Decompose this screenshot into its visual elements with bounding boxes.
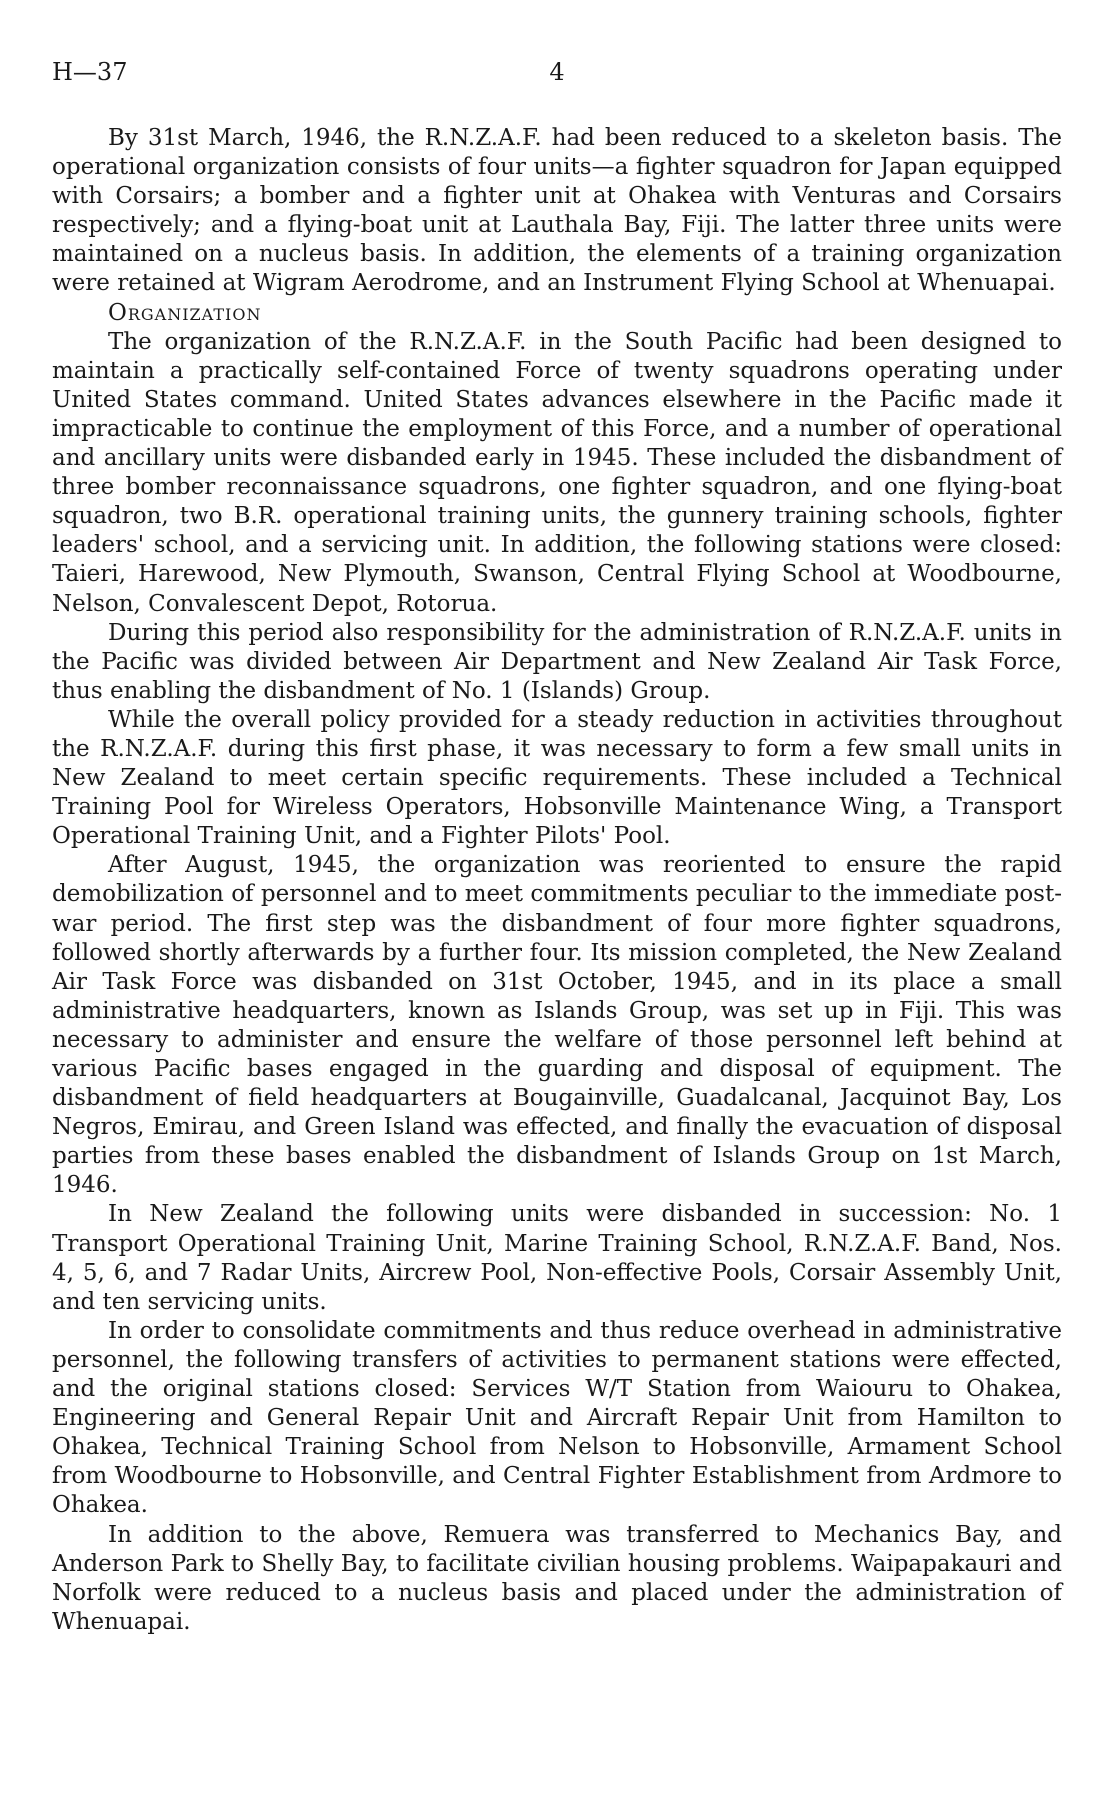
page-header (52, 58, 1062, 98)
paragraph: In addition to the above, Remuera was transferred to Mechanics Bay, and Anderson Park to Shelly Bay, to facilitate civilian housing problems. Waipapakauri and Norfolk were reduced to a nucleus basis and placed under the administration of Whenuapai. (52, 1521, 1062, 1635)
paragraph: The organization of the R.N.Z.A.F. in the South Pacific had been designed to maintain a practically self-contained Force of twenty squadrons operating under United States command. United States advances elsewhere in the Pacific made it impracticable to continue the employment of this Force, and a number of operational and ancillary units were disbanded early in 1945. These included the disbandment of three bomber reconnaissance squadrons, one fighter squadron, and one flying-boat squadron, two B.R. operational training units, the gunnery training schools, fighter leaders' school, and a servicing unit. In addition, the following stations were closed: Taieri, Harewood, New Plymouth, Swanson, Central Flying School at Woodbourne, Nelson, Convalescent Depot, Rotorua. (52, 328, 1062, 617)
page-number: 4 (549, 58, 565, 86)
paragraph: After August, 1945, the organization was reoriented to ensure the rapid demobilization of personnel and to meet commitments peculiar to the immediate post-war period. The first step was the disbandment of four more fighter squadrons, followed shortly afterwards by a further four. Its mission completed, the New Zealand Air Task Force was disbanded on 31st October, 1945, and in its place a small administrative headquarters, known as Islands Group, was set up in Fiji. This was necessary to administer and ensure the welfare of those personnel left behind at various Pacific bases engaged in the guarding and disposal of equipment. The disbandment of field headquarters at Bougainville, Guadalcanal, Jacquinot Bay, Los Negros, Emirau, and Green Island was effected, and finally the evacuation of disposal parties from these bases enabled the disbandment of Islands Group on 1st March, 1946. (52, 852, 1062, 1199)
body-text (52, 124, 1062, 1637)
document-page (52, 58, 1062, 1637)
paragraph: In New Zealand the following units were disbanded in succession: No. 1 Transport Operational Training Unit, Marine Training School, R.N.Z.A.F. Band, Nos. 4, 5, 6, and 7 Radar Units, Aircrew Pool, Non-effective Pools, Corsair Assembly Unit, and ten servicing units. (52, 1201, 1062, 1315)
document-reference: H—37 (52, 58, 128, 86)
paragraph: While the overall policy provided for a steady reduction in activities throughout the R.N.Z.A.F. during this first phase, it was necessary to form a few small units in New Zealand to meet certain specific requirements. These included a Technical Training Pool for Wireless Operators, Hobsonville Maintenance Wing, a Transport Operational Training Unit, and a Fighter Pilots' Pool. (52, 706, 1062, 850)
paragraph: In order to consolidate commitments and thus reduce overhead in administrative personnel, the following transfers of activities to permanent stations were effected, and the original stations closed: Services W/T Station from Waiouru to Ohakea, Engineering and General Repair Unit and Aircraft Repair Unit from Hamilton to Ohakea, Technical Training School from Nelson to Hobsonville, Armament School from Woodbourne to Hobsonville, and Central Fighter Establishment from Ardmore to Ohakea. (52, 1317, 1062, 1519)
paragraph: During this period also responsibility for the administration of R.N.Z.A.F. units in the Pacific was divided between Air Department and New Zealand Air Task Force, thus enabling the disbandment of No. 1 (Islands) Group. (52, 619, 1062, 704)
section-heading: Organization (108, 299, 262, 326)
paragraph-intro: By 31st March, 1946, the R.N.Z.A.F. had been reduced to a skeleton basis. The operational organization consists of four units—a fighter squadron for Japan equipped with Corsairs; a bomber and a fighter unit at Ohakea with Venturas and Corsairs respectively; and a flying-boat unit at Lauthala Bay, Fiji. The latter three units were maintained on a nucleus basis. In addition, the elements of a training organization were retained at Wigram Aerodrome, and an Instrument Flying School at Whenuapai. (52, 125, 1062, 297)
